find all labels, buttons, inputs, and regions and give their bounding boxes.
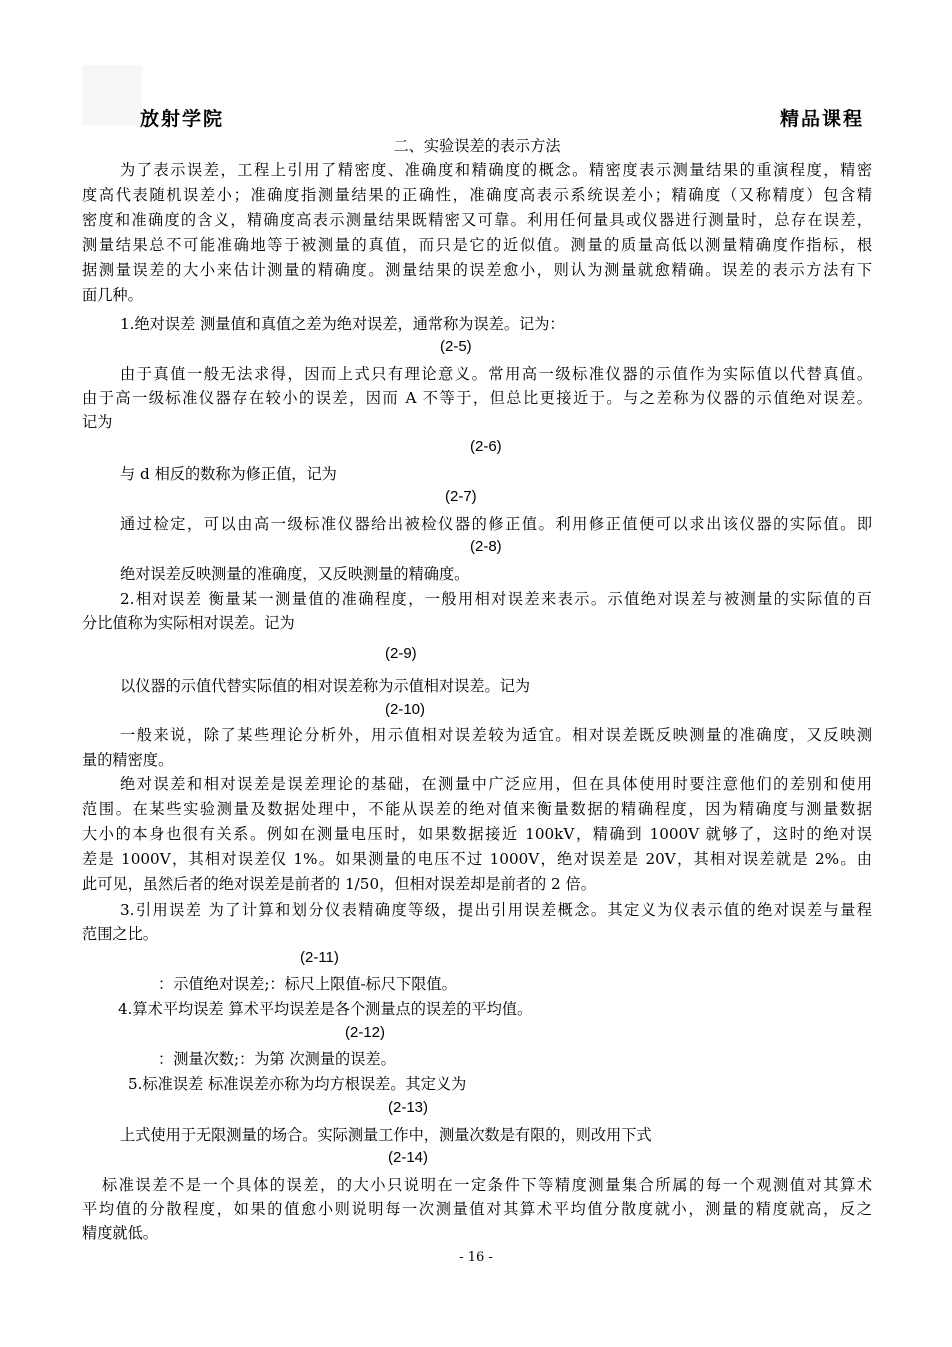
section-title: 二、实验误差的表示方法 [393,137,561,155]
paragraph-line: 上式使用于无限测量的场合。实际测量工作中，测量次数是有限的，则改用下式 [120,1126,652,1144]
paragraph-line: 记为 [82,413,113,431]
paragraph-line: 据测量误差的大小来估计测量的精确度。测量结果的误差愈小，则认为测量就愈精确。误差的表示方法有下 [82,261,872,279]
paragraph-line: 此可见，虽然后者的绝对误差是前者的 1/50，但相对误差却是前者的 2 倍。 [82,875,596,893]
paragraph-line: 精度就低。 [82,1224,158,1242]
equation-number: (2-8) [470,538,502,555]
symbol-note: ：示值绝对误差;：标尺上限值-标尺下限值。 [158,975,457,993]
paragraph-line: 绝对误差反映测量的准确度，又反映测量的精确度。 [120,565,470,583]
paragraph-line: 平均值的分散程度，如果的值愈小则说明每一次测量值对其算术平均值分散度就小，测量的精度就高，反之 [82,1200,872,1218]
paragraph-line: 绝对误差和相对误差是误差理论的基础，在测量中广泛应用，但在具体使用时要注意他们的差别和使用 [120,775,872,793]
faint-mark [82,65,142,125]
section-reference-error: 3.引用误差 为了计算和划分仪表精确度等级，提出引用误差概念。其定义为仪表示值的绝对误差与量程 [120,901,872,919]
paragraph-line: 通过检定，可以由高一级标准仪器给出被检仪器的修正值。利用修正值便可以求出该仪器的实际值。即 [120,515,872,533]
equation-number: (2-11) [300,949,339,966]
paragraph-line: 测量结果总不可能准确地等于被测量的真值，而只是它的近似值。测量的质量高低以测量精确度作指标，根 [82,236,872,254]
section-mean-error: 4.算术平均误差 算术平均误差是各个测量点的误差的平均值。 [118,1000,533,1018]
header-right: 精品课程 [779,108,864,130]
section-absolute-error: 1.绝对误差 测量值和真值之差为绝对误差，通常称为误差。记为： [120,315,565,333]
paragraph-line: 面几种。 [82,286,143,304]
paragraph-line: 度高代表随机误差小；准确度指测量结果的正确性，准确度高表示系统误差小；精确度（又称精度）包含精 [82,186,872,204]
symbol-note: ：测量次数;：为第 次测量的误差。 [158,1050,396,1068]
paragraph-line: 为了表示误差，工程上引用了精密度、准确度和精确度的概念。精密度表示测量结果的重演程度，精密 [120,161,872,179]
paragraph-line: 差是 1000V，其相对误差仅 1%。如果测量的电压不过 1000V，绝对误差是 20V，其相对误差就是 2%。由 [82,850,872,868]
paragraph-line: 与 d 相反的数称为修正值，记为 [120,465,337,483]
equation-number: (2-12) [345,1024,386,1041]
page-number: - 16 - [459,1250,493,1265]
paragraph-line: 分比值称为实际相对误差。记为 [82,614,295,632]
equation-number: (2-9) [385,645,417,662]
paragraph-line: 由于高一级标准仪器存在较小的误差，因而 A 不等于，但总比更接近于。与之差称为仪器的示值绝对误差。 [82,389,872,407]
section-relative-error: 2.相对误差 衡量某一测量值的准确程度，一般用相对误差来表示。示值绝对误差与被测量的实际值的百 [120,590,872,608]
paragraph-line: 以仪器的示值代替实际值的相对误差称为示值相对误差。记为 [120,677,531,695]
paragraph-line: 标准误差不是一个具体的误差，的大小只说明在一定条件下等精度测量集合所属的每一个观测值对其算术 [102,1176,872,1194]
header-left: 放射学院 [140,108,225,130]
paragraph-line: 范围之比。 [82,925,158,943]
paragraph-line: 由于真值一般无法求得，因而上式只有理论意义。常用高一级标准仪器的示值作为实际值以代替真值。 [120,365,872,383]
paragraph-line: 量的精密度。 [82,751,174,769]
equation-number: (2-7) [445,488,477,505]
equation-number: (2-6) [470,438,502,455]
paragraph-line: 范围。在某些实验测量及数据处理中，不能从误差的绝对值来衡量数据的精确程度，因为精确度与测量数据 [82,800,872,818]
paragraph-line: 一般来说，除了某些理论分析外，用示值相对误差较为适宜。相对误差既反映测量的准确度，又反映测 [120,726,872,744]
equation-number: (2-5) [440,338,472,355]
equation-number: (2-13) [388,1099,429,1116]
paragraph-line: 密度和准确度的含义，精确度高表示测量结果既精密又可靠。利用任何量具或仪器进行测量时，总存在误差， [82,211,872,229]
section-standard-error: 5.标准误差 标准误差亦称为均方根误差。其定义为 [128,1075,467,1093]
paragraph-line: 大小的本身也很有关系。例如在测量电压时，如果数据接近 100kV，精确到 1000V 就够了，这时的绝对误 [82,825,872,843]
equation-number: (2-10) [385,701,426,718]
equation-number: (2-14) [388,1149,429,1166]
